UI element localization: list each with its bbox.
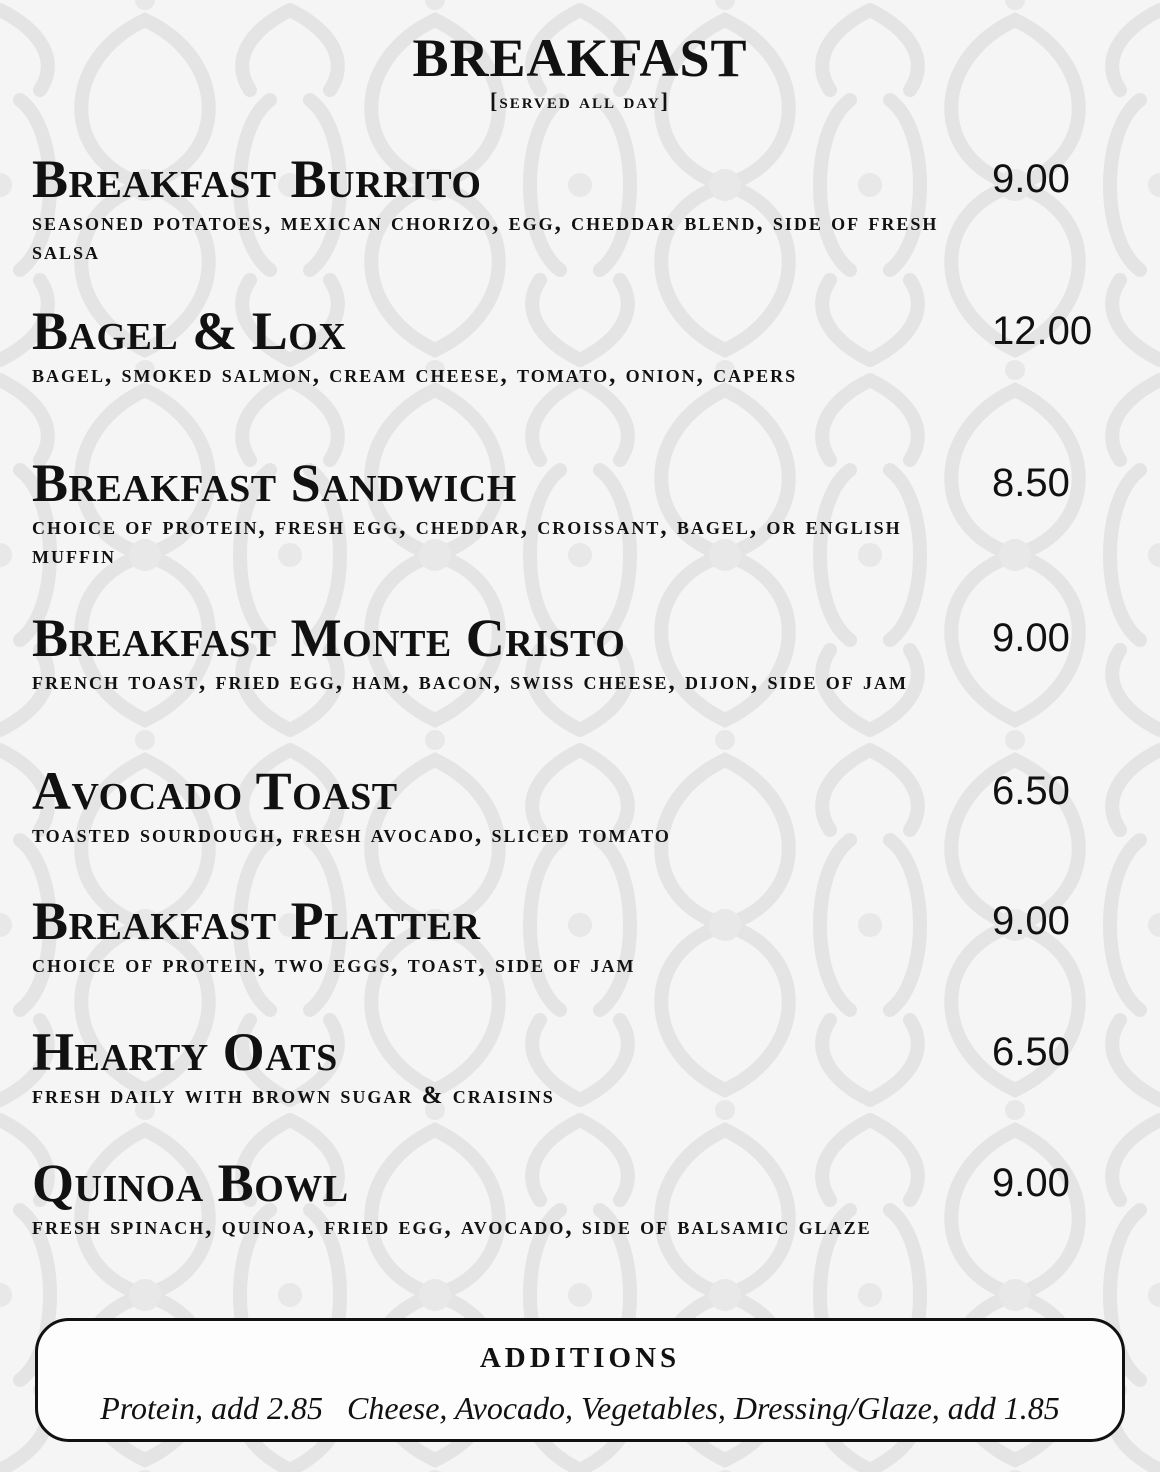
additions-box xyxy=(35,1318,1125,1442)
menu-item-name: Breakfast Platter xyxy=(32,891,481,951)
additions-extras: Cheese, Avocado, Vegetables, Dressing/Glaze, add 1.85 xyxy=(347,1390,1060,1426)
menu-header xyxy=(0,30,1160,114)
menu-item-price: 9.00 xyxy=(992,1161,1070,1205)
menu-item-name: Breakfast Monte Cristo xyxy=(32,608,626,668)
menu-item-name: Avocado Toast xyxy=(32,761,398,821)
menu-item xyxy=(32,892,1142,1023)
menu-item-price: 12.00 xyxy=(992,309,1093,353)
additions-text xyxy=(38,1389,1122,1427)
menu-subtitle: [served all day] xyxy=(490,88,670,113)
menu-item-price: 9.00 xyxy=(992,157,1070,201)
menu-item-description: choice of protein, fresh egg, cheddar, croissant, bagel, or english muffin xyxy=(32,513,902,569)
menu-item-price: 6.50 xyxy=(992,1030,1070,1074)
menu-item-name: Breakfast Sandwich xyxy=(32,453,517,513)
menu-title: BREAKFAST xyxy=(412,28,748,88)
menu-item xyxy=(32,454,1142,609)
menu-item-description: fresh daily with brown sugar & craisins xyxy=(32,1082,555,1109)
additions-title: ADDITIONS xyxy=(479,1342,681,1374)
menu-item-description: toasted sourdough, fresh avocado, sliced tomato xyxy=(32,821,671,848)
menu-item-name: Quinoa Bowl xyxy=(32,1153,349,1213)
menu-item-price: 6.50 xyxy=(992,769,1070,813)
menu-item-description: fresh spinach, quinoa, fried egg, avocado, side of balsamic glaze xyxy=(32,1213,872,1240)
menu-item-description: bagel, smoked salmon, cream cheese, tomato, onion, capers xyxy=(32,361,798,388)
menu-item xyxy=(32,1023,1142,1154)
menu-item-name: Hearty Oats xyxy=(32,1022,338,1082)
menu-item-price: 9.00 xyxy=(992,616,1070,660)
menu-item xyxy=(32,150,1142,302)
menu-item xyxy=(32,762,1142,892)
additions-protein: Protein, add 2.85 xyxy=(100,1390,323,1426)
menu-item-price: 8.50 xyxy=(992,461,1070,505)
menu-item xyxy=(32,1154,1142,1284)
menu-item xyxy=(32,609,1142,762)
menu-item-description: seasoned potatoes, mexican chorizo, egg, cheddar blend, side of fresh salsa xyxy=(32,209,939,265)
menu-item xyxy=(32,302,1142,454)
menu-item-name: Bagel & Lox xyxy=(32,301,347,361)
menu-item-description: choice of protein, two eggs, toast, side of jam xyxy=(32,951,636,978)
menu-item-description: french toast, fried egg, ham, bacon, swiss cheese, dijon, side of jam xyxy=(32,668,909,695)
menu-item-price: 9.00 xyxy=(992,899,1070,943)
menu-item-name: Breakfast Burrito xyxy=(32,149,482,209)
menu-item-list xyxy=(32,150,1142,1284)
